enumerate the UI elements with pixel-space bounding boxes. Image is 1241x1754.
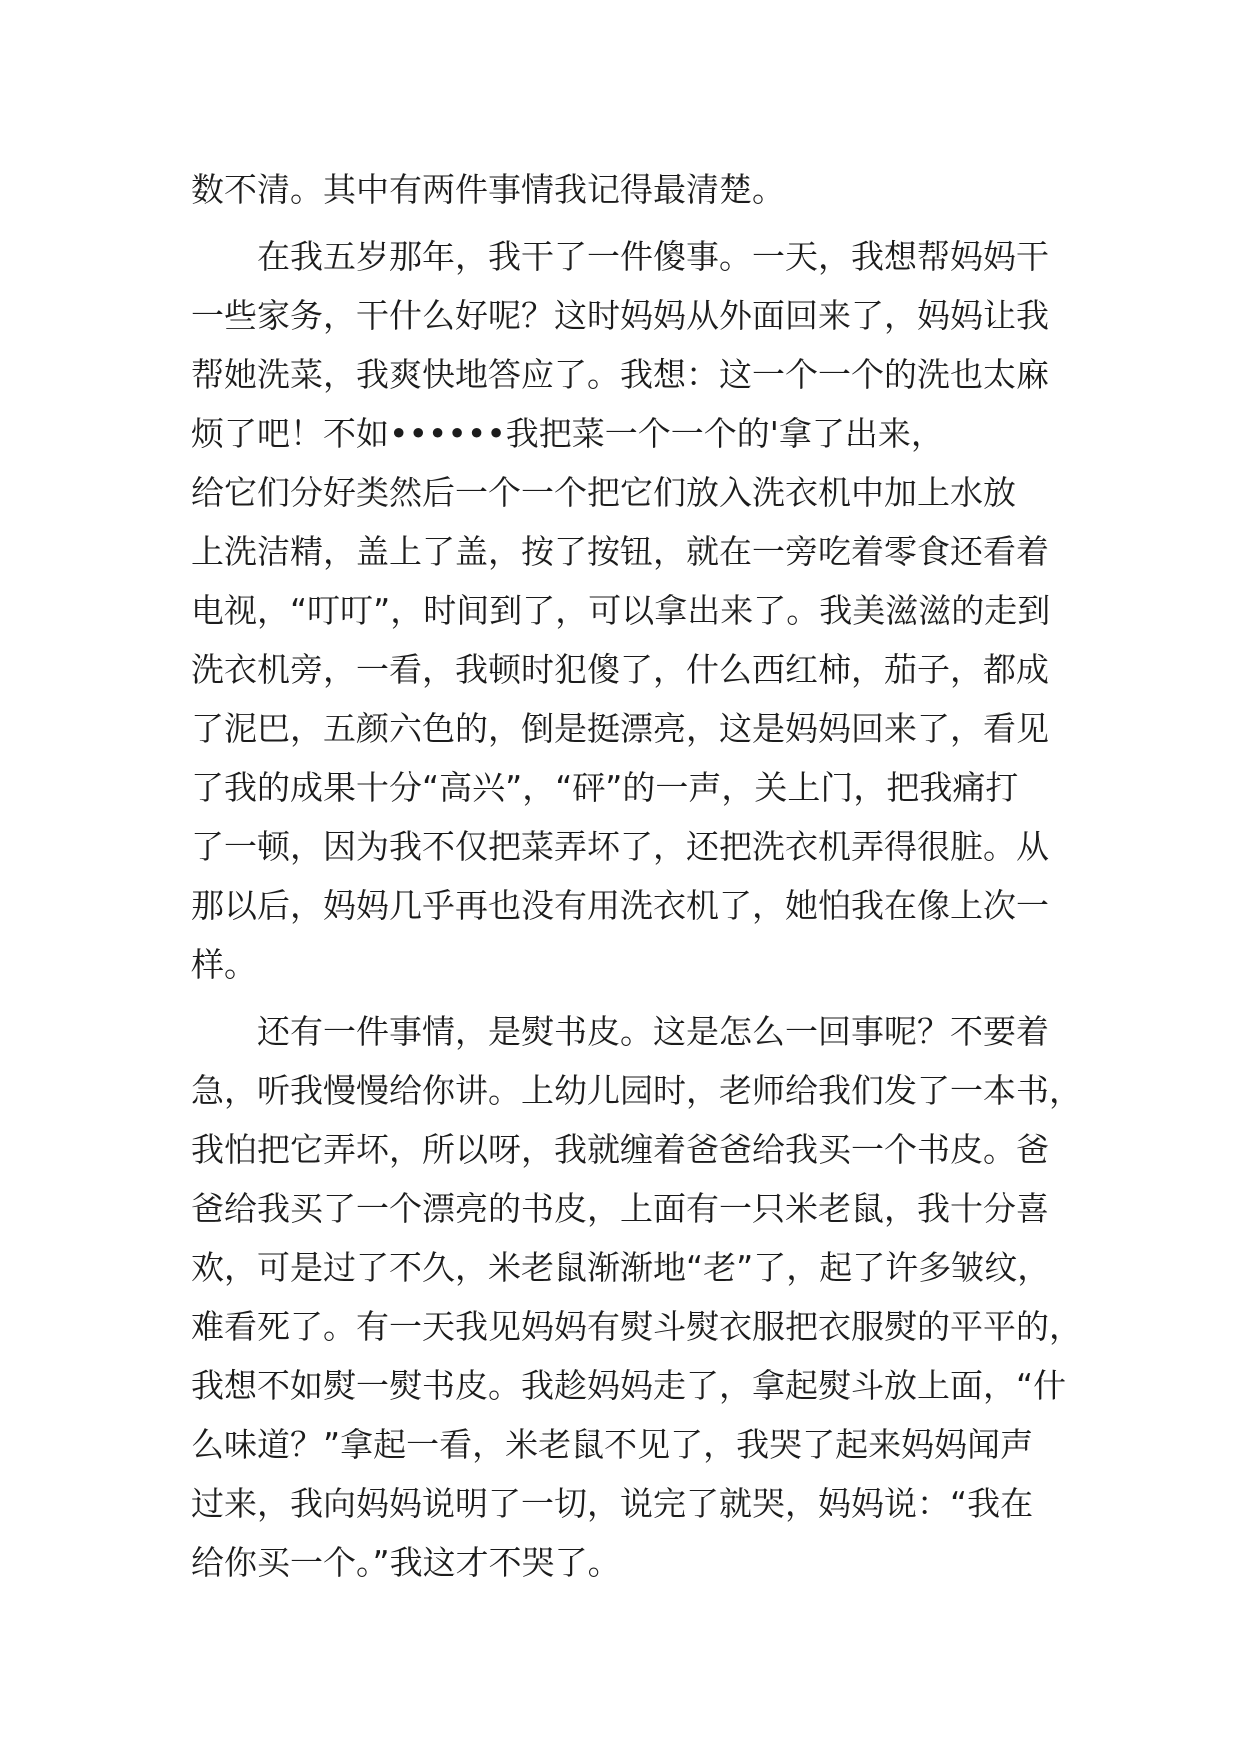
- text-line: 了我的成果十分“高兴”，“砰”的一声，关上门，把我痛打: [191, 768, 1019, 807]
- text-line: 上洗洁精，盖上了盖，按了按钮，就在一旁吃着零食还看着: [191, 532, 1049, 571]
- paragraph: [191, 160, 1051, 219]
- paragraph: [191, 227, 1051, 994]
- text-line: 样。: [191, 945, 257, 984]
- text-line: 难看死了。有一天我见妈妈有熨斗熨衣服把衣服熨的平平的，: [191, 1307, 1082, 1346]
- text-line: 过来，我向妈妈说明了一切，说完了就哭，妈妈说：“我在: [191, 1484, 1034, 1523]
- text-line: 烦了吧！不如••••••我把菜一个一个的'拿了出来，: [191, 414, 944, 453]
- text-line: 我想不如熨一熨书皮。我趁妈妈走了，拿起熨斗放上面，“什: [191, 1366, 1067, 1405]
- text-line: 了泥巴，五颜六色的，倒是挺漂亮，这是妈妈回来了，看见: [191, 709, 1049, 748]
- text-line: 帮她洗菜，我爽快地答应了。我想：这一个一个的洗也太麻: [191, 355, 1049, 394]
- text-line: 那以后，妈妈几乎再也没有用洗衣机了，她怕我在像上次一: [191, 886, 1049, 925]
- text-line: 一些家务，干什么好呢？这时妈妈从外面回来了，妈妈让我: [191, 296, 1049, 335]
- paragraph-gap: [191, 994, 1051, 1002]
- paragraph: [191, 1002, 1082, 1592]
- text-line: 急，听我慢慢给你讲。上幼儿园时，老师给我们发了一本书，: [191, 1071, 1082, 1110]
- text-line: 还有一件事情，是熨书皮。这是怎么一回事呢？不要着: [191, 1012, 1049, 1051]
- text-line: 洗衣机旁，一看，我顿时犯傻了，什么西红柿，茄子，都成: [191, 650, 1049, 689]
- text-line: 爸给我买了一个漂亮的书皮，上面有一只米老鼠，我十分喜: [191, 1189, 1049, 1228]
- document-page: [191, 160, 1082, 1592]
- text-line: 了一顿，因为我不仅把菜弄坏了，还把洗衣机弄得很脏。从: [191, 827, 1049, 866]
- text-line: 数不清。其中有两件事情我记得最清楚。: [191, 170, 785, 209]
- text-line: 我怕把它弄坏，所以呀，我就缠着爸爸给我买一个书皮。爸: [191, 1130, 1049, 1169]
- text-line: 给你买一个。”我这才不哭了。: [191, 1543, 621, 1582]
- text-line: 在我五岁那年，我干了一件傻事。一天，我想帮妈妈干: [191, 237, 1049, 276]
- text-line: 给它们分好类然后一个一个把它们放入洗衣机中加上水放: [191, 473, 1016, 512]
- text-line: 么味道？”拿起一看，米老鼠不见了，我哭了起来妈妈闻声: [191, 1425, 1034, 1464]
- text-line: 电视，“叮叮”，时间到了，可以拿出来了。我美滋滋的走到: [191, 591, 1051, 630]
- text-line: 欢，可是过了不久，米老鼠渐渐地“老”了，起了许多皱纹，: [191, 1248, 1051, 1287]
- paragraph-gap: [191, 219, 1051, 227]
